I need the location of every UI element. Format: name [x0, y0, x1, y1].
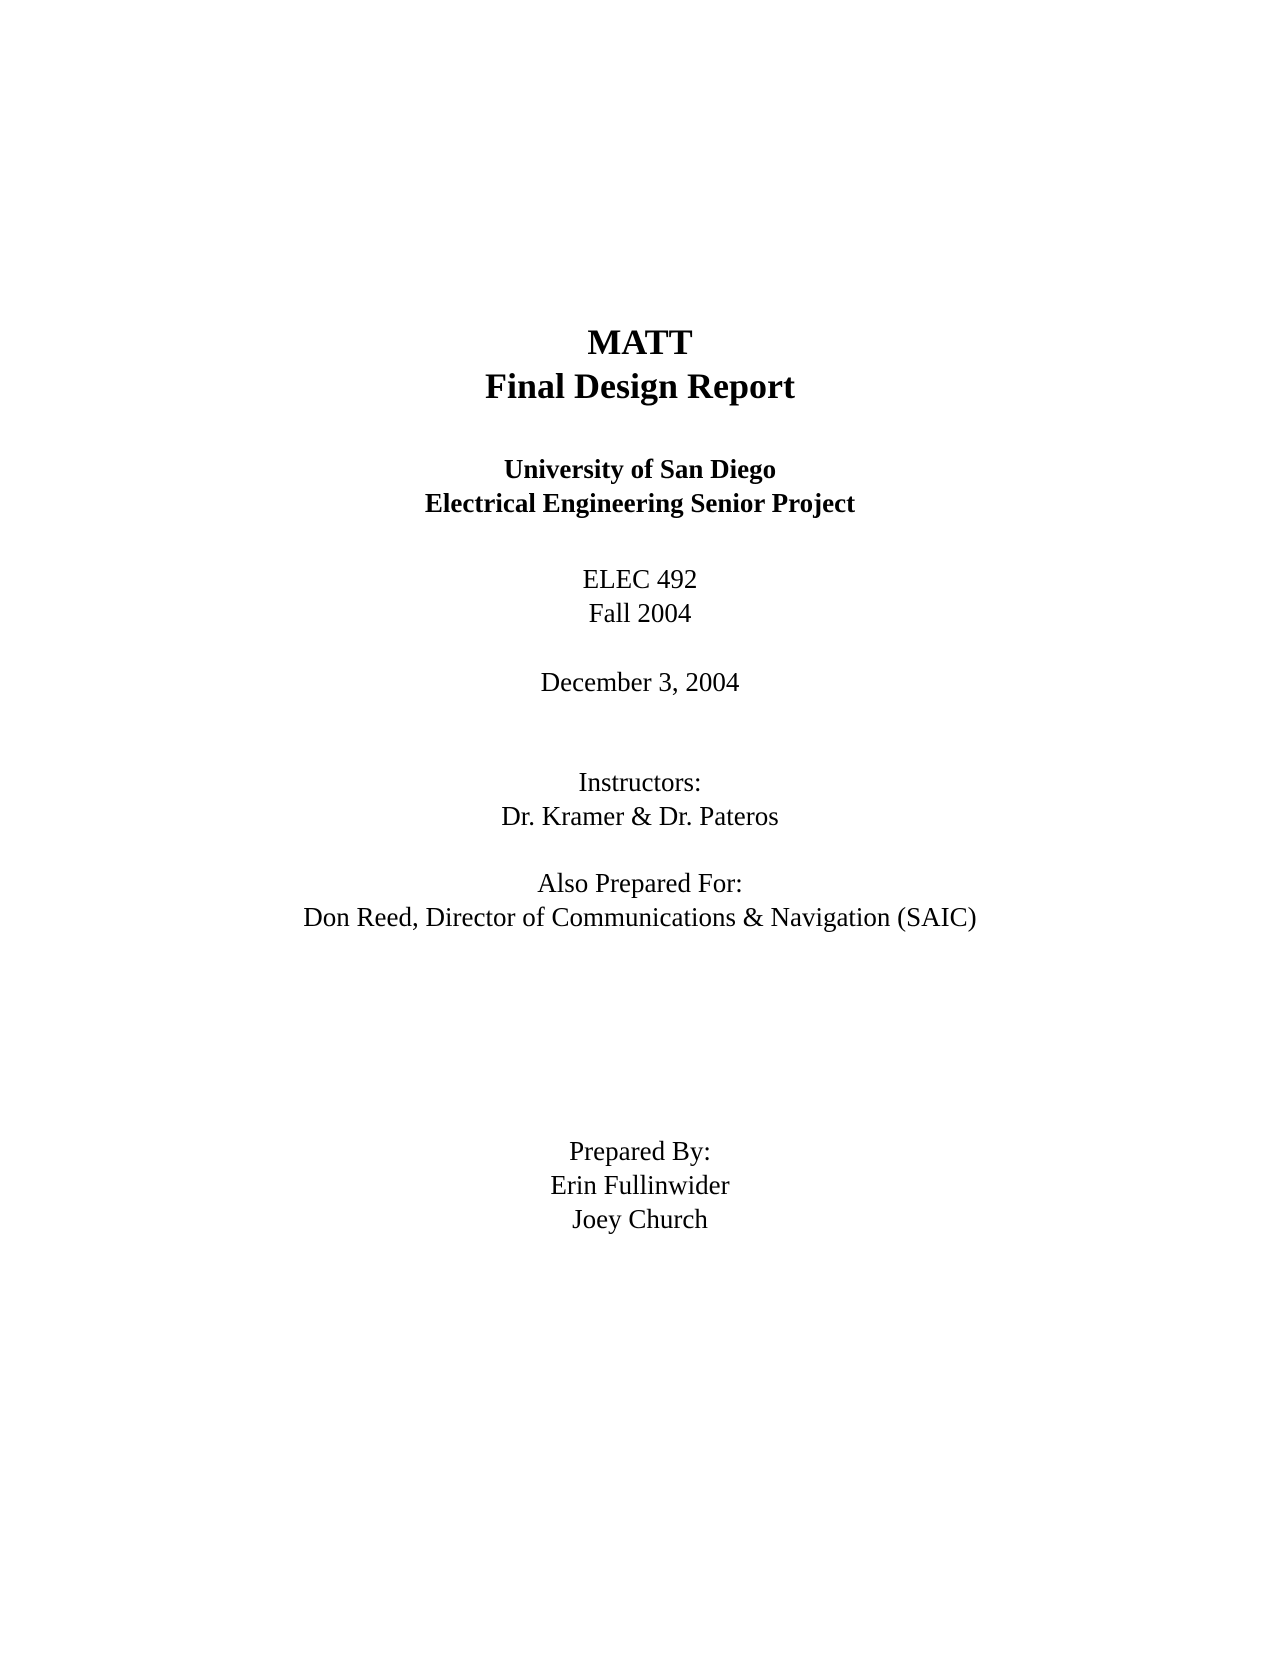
- report-date: [0, 665, 1280, 699]
- author-name: Erin Fullinwider: [550, 1170, 730, 1200]
- course-block: [0, 562, 1280, 630]
- institution-block: [0, 452, 1280, 520]
- instructors-block: [0, 765, 1280, 833]
- course-code: ELEC 492: [582, 564, 698, 594]
- instructors-heading: Instructors:: [578, 767, 702, 797]
- prepared-for-block: [0, 866, 1280, 934]
- project-name: MATT: [587, 322, 693, 362]
- prepared-for-recipient: Don Reed, Director of Communications & Navigation (SAIC): [303, 902, 977, 932]
- course-term: Fall 2004: [588, 598, 692, 628]
- report-type: Final Design Report: [485, 366, 795, 406]
- report-title: [0, 320, 1280, 408]
- prepared-for-heading: Also Prepared For:: [537, 868, 743, 898]
- date-text: December 3, 2004: [540, 667, 740, 697]
- program-name: Electrical Engineering Senior Project: [424, 488, 856, 518]
- author-name: Joey Church: [572, 1204, 708, 1234]
- instructors-names: Dr. Kramer & Dr. Pateros: [501, 801, 779, 831]
- prepared-by-heading: Prepared By:: [569, 1136, 711, 1166]
- university-name: University of San Diego: [503, 454, 777, 484]
- prepared-by-block: [0, 1134, 1280, 1236]
